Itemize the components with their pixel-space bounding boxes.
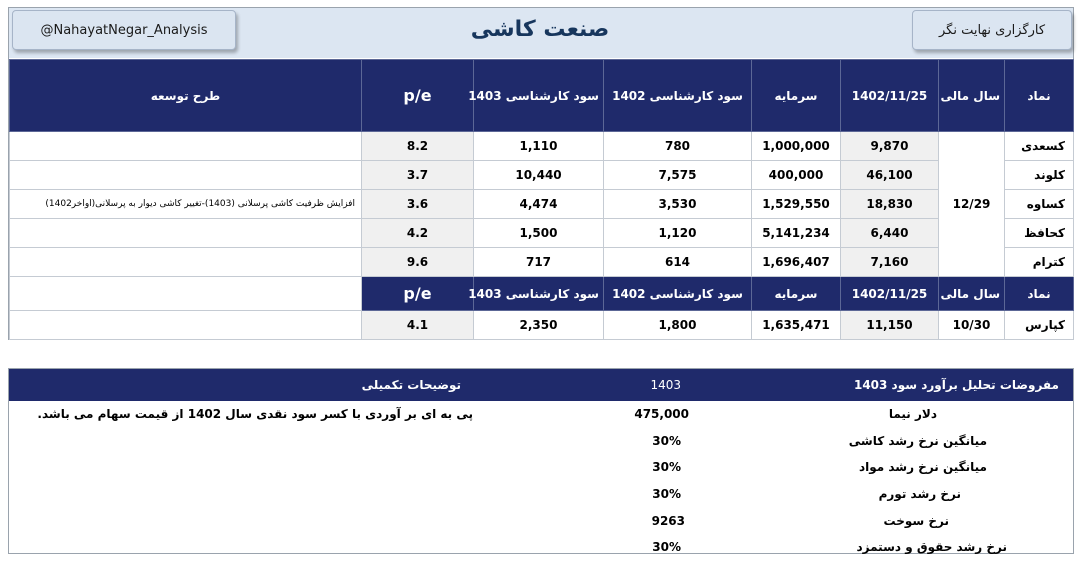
fiscal-year-cell: 10/30	[939, 311, 1005, 340]
label-cell: دلار نیما	[888, 407, 937, 422]
tile-industry-table	[9, 59, 1074, 340]
eps1402-cell: 7,575	[604, 161, 752, 190]
second-header-row	[10, 277, 1074, 311]
label-cell: نرخ سوخت	[883, 513, 949, 528]
note-cell	[9, 454, 479, 481]
plan-cell	[10, 311, 362, 340]
header-cell-fiscal: سال مالی	[939, 60, 1005, 132]
header-cell-pe: p/e	[362, 277, 474, 311]
value-cell: 9263	[651, 513, 685, 528]
capital-cell: 5,141,234	[752, 219, 841, 248]
eps1402-cell: 614	[604, 248, 752, 277]
eps1403-cell: 717	[474, 248, 604, 277]
pe-cell: 3.7	[362, 161, 474, 190]
table-row	[10, 311, 1074, 340]
label-cell: نرخ رشد حقوق و دستمزد	[856, 540, 1007, 555]
table-row	[9, 428, 1073, 455]
eps1403-cell: 4,474	[474, 190, 604, 219]
plan-cell	[10, 248, 362, 277]
plan-cell	[10, 132, 362, 161]
capital-cell: 1,696,407	[752, 248, 841, 277]
symbol-cell: کساوه	[1005, 190, 1074, 219]
fiscal-year-cell: 12/29	[939, 132, 1005, 277]
symbol-cell: کحافظ	[1005, 219, 1074, 248]
value-cell: 475,000	[634, 407, 689, 422]
year-header: 1403	[479, 369, 741, 401]
price-cell: 9,870	[841, 132, 939, 161]
price-cell: 46,100	[841, 161, 939, 190]
pe-cell: 4.1	[362, 311, 474, 340]
header-cell-pe: p/e	[362, 60, 474, 132]
header-cell-capital: سرمایه	[752, 277, 841, 311]
plan-cell: افزایش ظرفیت کاشی پرسلانی (1403)-تغییر کاشی دیوار به پرسلانی(اواخر1402)	[10, 190, 362, 219]
note-cell	[9, 481, 479, 508]
capital-cell: 1,529,550	[752, 190, 841, 219]
eps1402-cell: 780	[604, 132, 752, 161]
blank-header-cell	[10, 277, 362, 311]
plan-cell	[10, 161, 362, 190]
agency-badge: کارگزاری نهایت نگر	[912, 10, 1072, 50]
eps1403-cell: 1,110	[474, 132, 604, 161]
header-cell-capital: سرمایه	[752, 60, 841, 132]
note-cell	[9, 534, 479, 561]
header-cell-symbol: نماد	[1005, 277, 1074, 311]
header-cell-eps1403: سود کارشناسی 1403	[474, 60, 604, 132]
symbol-cell: کپارس	[1005, 311, 1074, 340]
table-row	[10, 248, 1074, 277]
assumptions-header: مفروضات تحلیل برآورد سود 1403	[741, 369, 1073, 401]
header-cell-plan: طرح توسعه	[10, 60, 362, 132]
value-cell: 30%	[652, 540, 681, 555]
label-cell: میانگین نرخ رشد مواد	[858, 460, 987, 475]
capital-cell: 1,635,471	[752, 311, 841, 340]
header-cell-eps1402: سود کارشناسی 1402	[604, 277, 752, 311]
value-cell: 30%	[652, 487, 681, 502]
capital-cell: 400,000	[752, 161, 841, 190]
pe-cell: 9.6	[362, 248, 474, 277]
table-row	[10, 161, 1074, 190]
table-row	[10, 219, 1074, 248]
header-cell-eps1403: سود کارشناسی 1403	[474, 277, 604, 311]
assumptions-header-row	[9, 369, 1073, 401]
channel-handle-badge: @NahayatNegar_Analysis	[12, 10, 236, 50]
pe-cell: 3.6	[362, 190, 474, 219]
table-row	[9, 454, 1073, 481]
label-cell: نرخ رشد تورم	[878, 487, 961, 502]
eps1403-cell: 1,500	[474, 219, 604, 248]
table-row	[9, 507, 1073, 534]
page-title: صنعت کاشی	[470, 17, 610, 42]
label-cell: میانگین نرخ رشد کاشی	[848, 433, 987, 448]
price-cell: 18,830	[841, 190, 939, 219]
pe-cell: 8.2	[362, 132, 474, 161]
table-row	[9, 401, 1073, 428]
table-row	[9, 534, 1073, 561]
eps1402-cell: 3,530	[604, 190, 752, 219]
plan-cell	[10, 219, 362, 248]
symbol-cell: کترام	[1005, 248, 1074, 277]
price-cell: 11,150	[841, 311, 939, 340]
header-cell-symbol: نماد	[1005, 60, 1074, 132]
note-cell	[9, 507, 479, 534]
table-row	[9, 481, 1073, 508]
eps1402-cell: 1,800	[604, 311, 752, 340]
header-cell-price: 1402/11/25	[841, 60, 939, 132]
symbol-cell: کسعدی	[1005, 132, 1074, 161]
eps1402-cell: 1,120	[604, 219, 752, 248]
capital-cell: 1,000,000	[752, 132, 841, 161]
header-cell-eps1402: سود کارشناسی 1402	[604, 60, 752, 132]
header-cell-fiscal: سال مالی	[939, 277, 1005, 311]
note-cell: پی به ای بر آوردی با کسر سود نقدی سال 1402 از قیمت سهام می باشد.	[37, 407, 473, 422]
eps1403-cell: 2,350	[474, 311, 604, 340]
table-row	[10, 190, 1074, 219]
table-header-row	[10, 60, 1074, 132]
header-cell-price: 1402/11/25	[841, 277, 939, 311]
price-cell: 7,160	[841, 248, 939, 277]
value-cell: 30%	[652, 460, 681, 475]
note-cell	[9, 428, 479, 455]
assumptions-table	[9, 369, 1073, 561]
value-cell: 30%	[652, 433, 681, 448]
pe-cell: 4.2	[362, 219, 474, 248]
eps1403-cell: 10,440	[474, 161, 604, 190]
symbol-cell: کلوند	[1005, 161, 1074, 190]
notes-header: توضیحات تکمیلی	[9, 369, 479, 401]
price-cell: 6,440	[841, 219, 939, 248]
table-row	[10, 132, 1074, 161]
